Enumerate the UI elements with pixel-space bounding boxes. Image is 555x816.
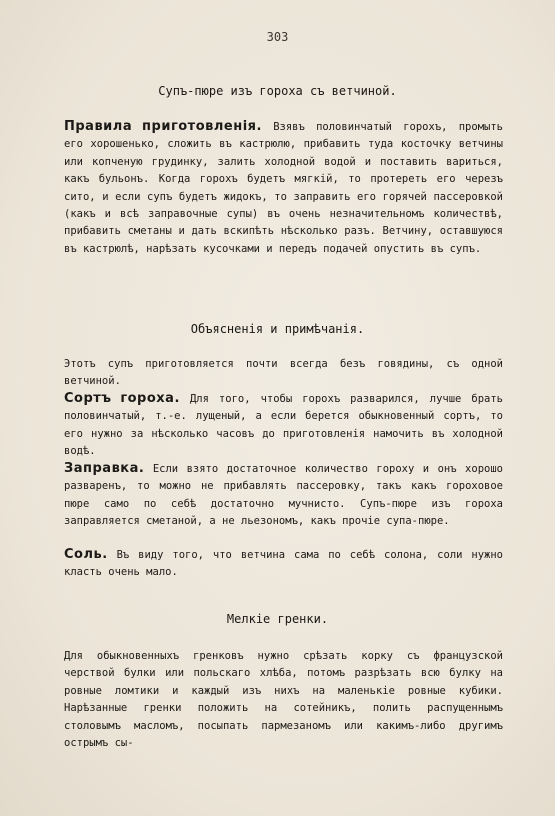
variety-paragraph [64, 390, 503, 461]
rules-paragraph [64, 118, 503, 258]
rules-text: Взявъ половинчатый горохъ, промыть его хорошенько, сложить въ кастрюлю, прибавить туда косточку ветчины или копченую грудинку, залить холодной водой и поставить вариться, какъ бульонъ. Когда горохъ будетъ мягкій, то протереть его черезъ сито, и если супъ будетъ жидокъ, то заправить его горячей пассеровкой (какъ и всѣ заправочные супы) въ очень незначительномъ количествѣ, прибавить сметаны и дать вскипѣть нѣсколько разъ. Ветчину, оставшуюся въ кастрюлѣ, нарѣзать кусочками и передъ подачей опустить въ супъ. [64, 121, 503, 255]
recipe-title: Супъ-пюре изъ гороха съ ветчиной. [158, 84, 397, 98]
croutons-title: Мелкіе гренки. [226, 612, 329, 626]
notes-title: Объясненія и примѣчанія. [190, 322, 365, 336]
salt-lead: Соль. [64, 547, 108, 562]
page-number: 303 [266, 30, 289, 44]
rules-lead: Правила приготовленія. [64, 119, 262, 134]
salt-text: Въ виду того, что ветчина сама по себѣ солона, соли нужно класть очень мало. [64, 549, 504, 579]
dressing-lead: Заправка. [64, 461, 145, 476]
dressing-paragraph [64, 460, 503, 531]
intro-text: Этотъ супъ приготовляется почти всегда безъ говядины, съ одной ветчиной. [64, 358, 503, 388]
variety-lead: Сортъ гороха. [64, 391, 180, 406]
dressing-text: Если взято достаточное количество гороху и онъ хорошо разваренъ, то можно не прибавлять пассеровку, такъ какъ гороховое пюре само по себѣ достаточно мучнисто. Супъ-пюре изъ гороха заправляется сметаной, а не льезономъ, какъ прочіе супа-пюре. [64, 463, 503, 528]
croutons-text: Для обыкновенныхъ гренковъ нужно срѣзать корку съ французской черствой булки или польскаго хлѣба, потомъ разрѣзать всю булку на ровные ломтики и каждый изъ нихъ на маленькіе ровные кубики. Нарѣзанные гренки положить на сотейникъ, полить распущеннымъ столовымъ масломъ, посыпать пармезаномъ или какимъ-либо другимъ острымъ сы- [64, 650, 503, 750]
variety-text: Для того, чтобы горохъ разварился, лучше брать половинчатый, т.-е. лущеный, а если берется обыкновенный сортъ, то его нужно за нѣсколько часовъ до приготовленія намочить въ холодной водѣ. [64, 393, 504, 458]
salt-paragraph [64, 546, 503, 582]
croutons-paragraph [64, 648, 503, 752]
intro-paragraph [64, 356, 503, 391]
